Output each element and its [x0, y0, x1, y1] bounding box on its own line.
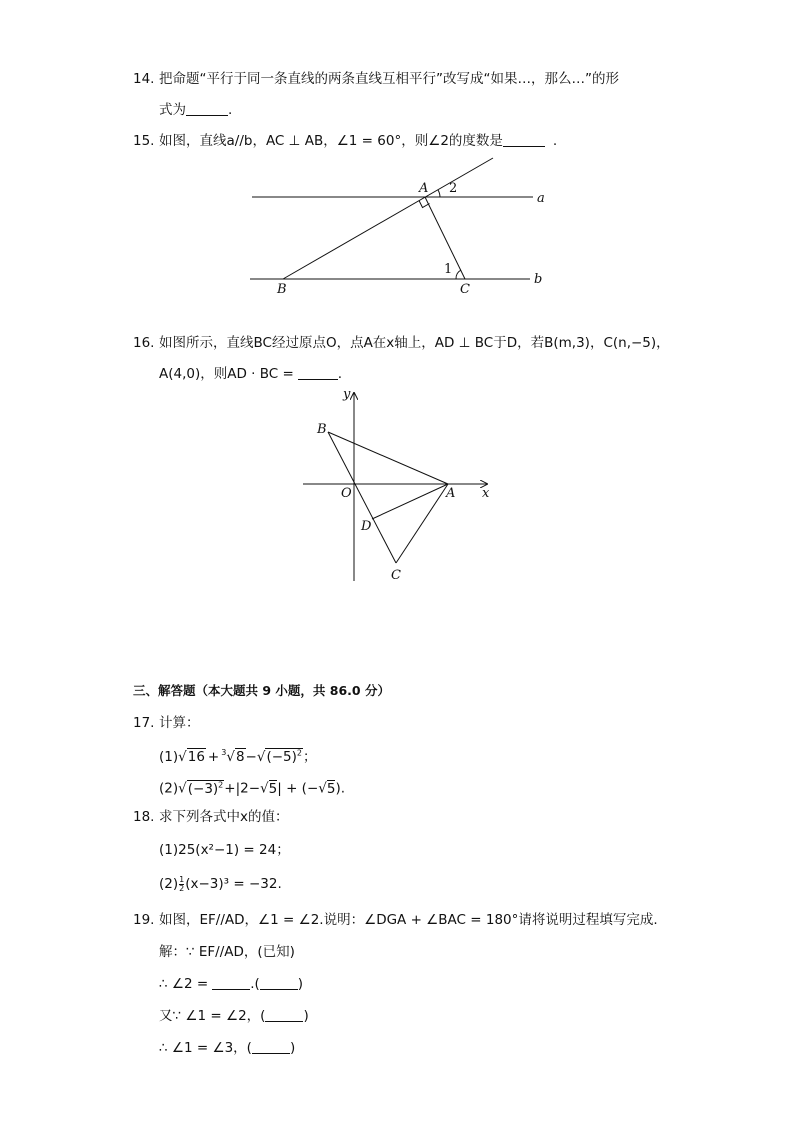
q19-step2 — [159, 975, 303, 993]
root-index: 3 — [221, 748, 227, 757]
step-text: ∴ ∠1 = ∠3，( — [159, 1040, 252, 1056]
origin-label: O — [341, 486, 352, 501]
question-number: 18. — [133, 809, 155, 825]
q18-part1: (1)25(x²−1) = 24； — [159, 842, 290, 858]
angle-2-label: 2 — [449, 181, 458, 196]
part-label: (1) — [159, 749, 179, 765]
answer-blank[interactable] — [212, 975, 250, 990]
fraction-numerator: 1 — [179, 874, 185, 884]
question-number: 16. — [133, 335, 155, 351]
segment-ba — [328, 432, 448, 484]
line-b-label: b — [534, 272, 543, 287]
q17-part1 — [159, 744, 316, 766]
question-number: 17. — [133, 715, 155, 731]
q14-end: . — [228, 102, 233, 118]
fraction — [179, 876, 184, 893]
line-a-label: a — [537, 191, 545, 206]
radicand: (−5) — [266, 749, 297, 765]
x-axis-label: x — [482, 486, 490, 501]
q14-text-2: 式为 — [159, 102, 186, 118]
radicand: 5 — [326, 780, 336, 797]
radicand-group — [265, 748, 303, 765]
question-number: 19. — [133, 912, 155, 928]
expression: (x−3)³ = −32. — [185, 876, 282, 892]
part-end: ； — [302, 749, 317, 765]
radicand: 8 — [235, 749, 245, 765]
part-label: (2) — [159, 780, 179, 797]
point-a-label: A — [446, 486, 456, 501]
exponent: 2 — [218, 780, 224, 789]
q19-step1: 解：∵ EF//AD，(已知) — [159, 944, 295, 960]
q15-end: . — [552, 133, 558, 149]
q17-part2 — [159, 776, 345, 798]
q18-part2 — [159, 875, 282, 893]
q16-text: 如图所示，直线BC经过原点O，点A在x轴上，AD ⊥ BC于D，若B(m,3)，C(n,−5)， — [159, 335, 670, 351]
point-d-label: D — [361, 519, 372, 534]
segment-bc — [328, 432, 396, 563]
y-axis-label: y — [343, 387, 351, 402]
radicand: 16 — [187, 749, 205, 765]
step-text: .( — [250, 976, 260, 992]
expression: +|2− — [224, 780, 261, 797]
radicand-group — [187, 780, 225, 797]
reason-blank[interactable] — [252, 1039, 290, 1054]
question-number: 14. — [133, 71, 155, 87]
q16-text-2: A(4,0)，则AD · BC = — [159, 366, 294, 382]
q17-title-line — [133, 714, 200, 732]
step-text: ∴ ∠2 = — [159, 976, 209, 992]
step-text: ) — [297, 976, 304, 992]
question-number: 15. — [133, 133, 155, 149]
q19-step3 — [159, 1007, 309, 1025]
step-text: ) — [303, 1008, 309, 1024]
reason-blank[interactable] — [265, 1007, 303, 1022]
operator: − — [245, 749, 257, 765]
angle-1-label: 1 — [444, 262, 453, 277]
step-text: ) — [289, 1040, 296, 1056]
radicand: (−3) — [187, 780, 219, 797]
q18-title: 求下列各式中x的值： — [159, 809, 289, 825]
q19-step4 — [159, 1039, 295, 1057]
radicand: 5 — [268, 780, 278, 797]
cbrt-sign: √ — [226, 749, 235, 765]
q19-line — [133, 911, 658, 929]
operator: + — [207, 749, 220, 765]
point-c-label: C — [391, 568, 401, 583]
exponent: 2 — [296, 748, 302, 758]
sqrt-sign: √ — [318, 780, 327, 797]
sqrt-sign: √ — [260, 780, 269, 797]
sqrt-sign: √ — [256, 749, 266, 765]
point-c-label: C — [460, 282, 470, 297]
q18-title-line — [133, 808, 289, 826]
part-label: (2) — [159, 876, 179, 892]
point-b-label: B — [277, 282, 287, 297]
section-3-title: 三、解答题（本大题共 9 小题，共 86.0 分） — [133, 683, 390, 698]
fraction-denominator: 2 — [179, 883, 185, 893]
point-b-label: B — [317, 422, 327, 437]
sqrt-sign: √ — [178, 749, 187, 765]
sqrt-sign: √ — [178, 780, 187, 797]
q17-title: 计算： — [159, 715, 200, 731]
point-a-label: A — [419, 181, 429, 196]
q14-text: 把命题“平行于同一条直线的两条直线互相平行”改写成“如果…，那么…”的形 — [159, 71, 619, 87]
expression: | + (− — [277, 780, 319, 797]
reason-blank[interactable] — [260, 975, 298, 990]
q15-text: 如图，直线a//b，AC ⊥ AB，∠1 = 60°，则∠2的度数是 — [159, 133, 503, 149]
part-end: ). — [335, 780, 346, 797]
q16-end: . — [337, 366, 343, 382]
step-text: 又∵ ∠1 = ∠2，( — [159, 1008, 266, 1024]
q19-text: 如图，EF//AD，∠1 = ∠2.说明：∠DGA + ∠BAC = 180°请将说明过程填写完成. — [159, 912, 658, 928]
